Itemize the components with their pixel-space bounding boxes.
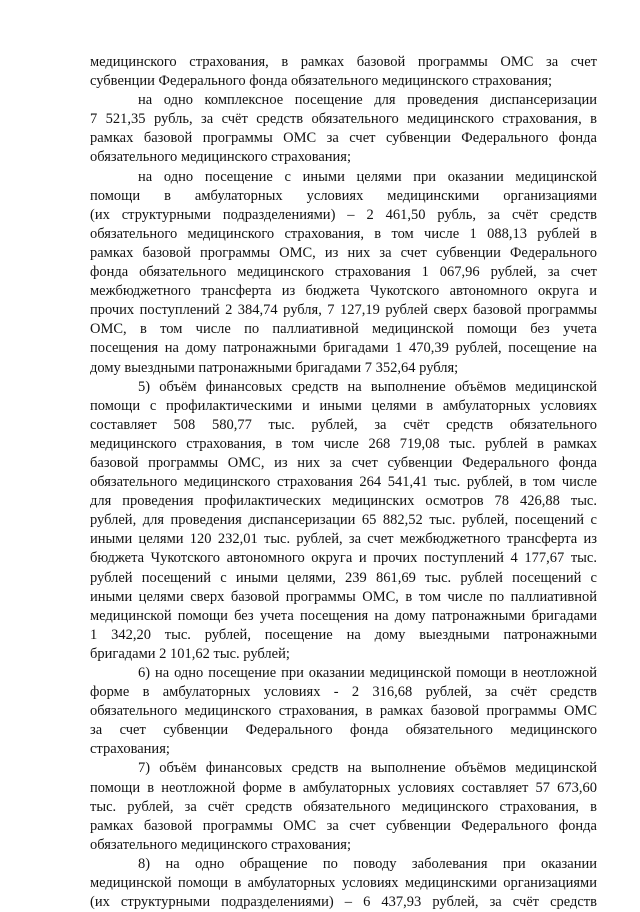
text-line: 7) объём финансовых средств на выполнение объёмов медицинской	[138, 760, 597, 777]
text-line: 8) на одно обращение по поводу заболевания при оказании	[138, 855, 597, 872]
text-line: обязательного медицинского страхования;	[90, 836, 351, 853]
text-line: ОМС, в том числе по паллиативной медицинской помощи без учета	[90, 321, 597, 338]
text-line: тыс. рублей, за счёт средств обязательного медицинского страхования, в	[90, 798, 597, 815]
text-line: прочих поступлений 2 384,74 рубля, 7 127,19 рублей сверх базовой программы	[90, 302, 597, 319]
text-line: обязательного медицинского страхования 264 541,41 тыс. рублей, в том числе	[90, 474, 597, 491]
text-line: медицинской помощи в амбулаторных условиях медицинскими организациями	[90, 875, 597, 892]
text-line: 5) объём финансовых средств на выполнение объёмов медицинской	[138, 378, 597, 395]
text-line: форме в амбулаторных условиях - 2 316,68 рублей, за счёт средств	[90, 684, 597, 701]
text-line: бригадами 2 101,62 тыс. рублей;	[90, 645, 290, 662]
text-line: обязательного медицинского страхования, в рамках базовой программы ОМС	[90, 703, 597, 720]
text-line: фонда обязательного медицинского страхования 1 067,96 рублей, за счет	[90, 264, 597, 281]
text-line: 6) на одно посещение при оказании медицинской помощи в неотложной	[138, 665, 597, 681]
text-line: посещения на дому патронажными бригадами 1 470,39 рублей, посещение на	[90, 340, 597, 357]
text-line: помощи в амбулаторных условиях медицинскими организациями	[90, 187, 597, 204]
text-line: для проведения профилактических медицинских осмотров 78 426,88 тыс.	[90, 493, 597, 510]
text-line: (их структурными подразделениями) – 2 461,50 рубль, за счёт средств	[90, 206, 597, 223]
text-line: рамках базовой программы ОМС, из них за счет субвенции Федерального	[90, 244, 597, 261]
text-line: медицинского страхования, в рамках базовой программы ОМС за счет	[90, 54, 597, 70]
text-line: иными целями 120 232,01 тыс. рублей, за счет межбюджетного трансферта из	[90, 531, 597, 548]
text-line: бюджета Чукотского автономного округа и прочих поступлений 4 177,67 тыс.	[90, 550, 597, 567]
text-line: составляет 508 580,77 тыс. рублей, за счёт средств обязательного	[90, 416, 597, 433]
text-line: помощи в неотложной форме в амбулаторных условиях составляет 57 673,60	[90, 779, 597, 796]
text-line: базовой программы ОМС, из них за счет субвенции Федерального фонда	[90, 454, 597, 471]
text-line: помощи с профилактическими и иными целями в амбулаторных условиях	[90, 397, 597, 414]
text-line: субвенции Федерального фонда обязательного медицинского страхования;	[90, 73, 553, 90]
text-line: рублей посещений с иными целями, 239 861,69 тыс. рублей посещений с	[90, 569, 597, 586]
text-line: рублей, для проведения диспансеризации 65 882,52 тыс. рублей, посещений с	[90, 512, 597, 529]
text-line: 1 342,20 тыс. рублей, посещение на дому выездными патронажными	[90, 626, 597, 643]
document-body-text	[90, 53, 597, 912]
text-line: рамках базовой программы ОМС за счет субвенции Федерального фонда	[90, 817, 597, 834]
text-line: межбюджетного трансферта из бюджета Чукотского автономного округа и	[90, 283, 597, 300]
text-line: на одно комплексное посещение для проведения диспансеризации	[138, 92, 597, 109]
text-line: медицинского страхования, в том числе 268 719,08 тыс. рублей в рамках	[90, 435, 597, 452]
text-line: (их структурными подразделениями) – 6 437,93 рублей, за счёт средств	[90, 894, 597, 911]
text-line: медицинской помощи без учета посещения на дому патронажными бригадами	[90, 607, 597, 624]
text-line: дому выездными патронажными бригадами 7 352,64 рубля;	[90, 359, 459, 376]
text-line: иными целями сверх базовой программы ОМС, в том числе по паллиативной	[90, 588, 597, 605]
text-line: за счет субвенции Федерального фонда обязательного медицинского	[90, 722, 597, 739]
text-line: обязательного медицинского страхования, в том числе 1 088,13 рублей в	[90, 225, 597, 242]
text-line: страхования;	[90, 741, 170, 758]
text-line: 7 521,35 рубль, за счёт средств обязательного медицинского страхования, в	[90, 111, 597, 128]
text-line: на одно посещение с иными целями при оказании медицинской	[138, 168, 597, 185]
text-line: рамках базовой программы ОМС за счет субвенции Федерального фонда	[90, 130, 597, 147]
text-line: обязательного медицинского страхования;	[90, 149, 351, 166]
